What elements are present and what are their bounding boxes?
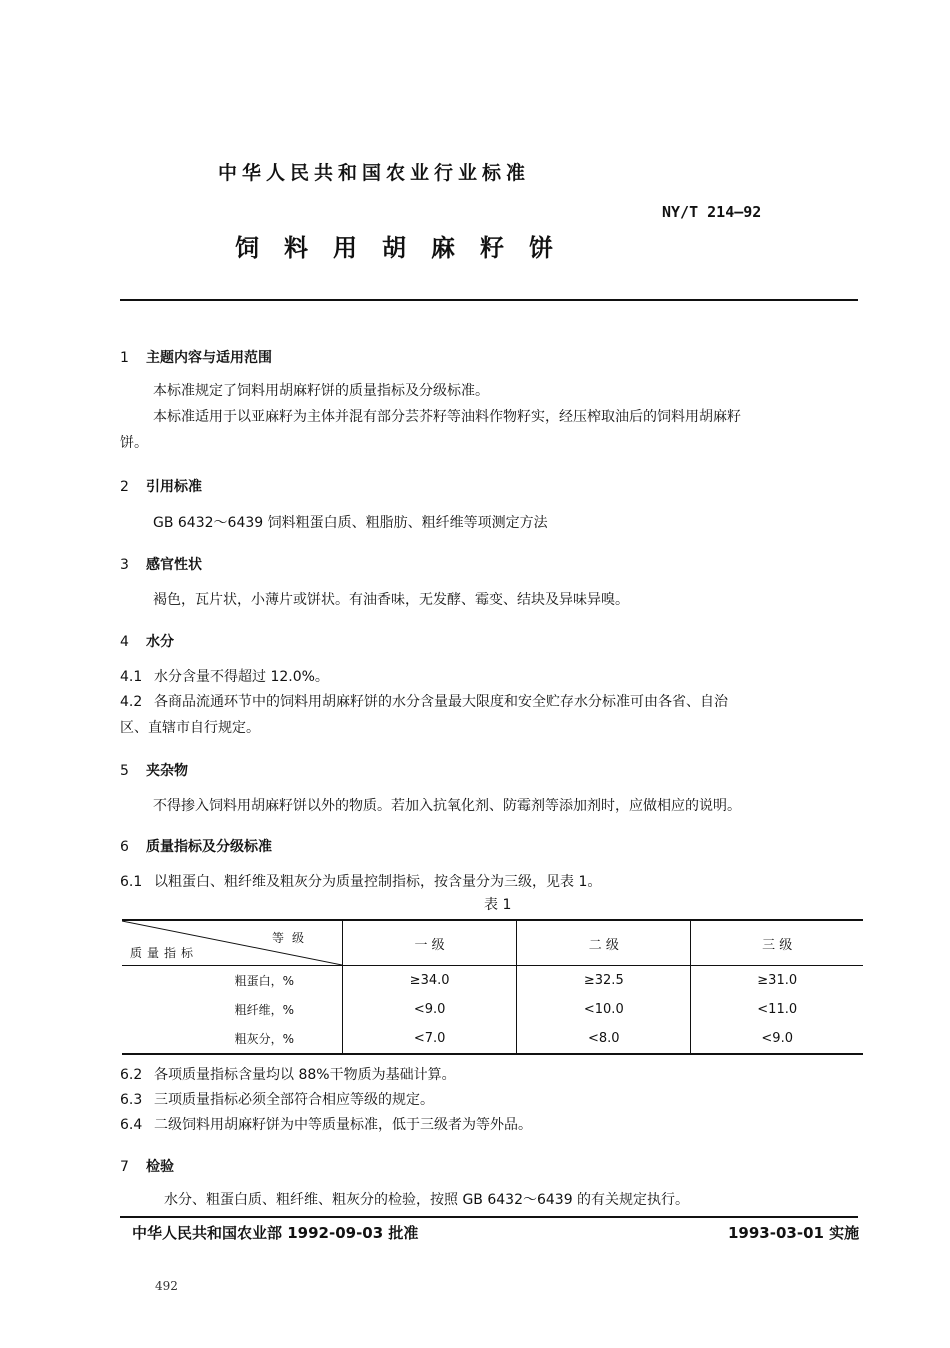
section-heading-1: 1 主题内容与适用范围: [120, 350, 272, 366]
clause-4-2: 4.2 各商品流通环节中的饲料用胡麻籽饼的水分含量最大限度和安全贮存水分标准可由各省、自治: [120, 694, 728, 710]
clause-4-2-continued: 区、直辖市自行规定。: [120, 720, 260, 736]
table-cell: ≥34.0: [343, 966, 517, 996]
table-row: [122, 966, 863, 996]
section-heading-5: 5 夹杂物: [120, 763, 188, 779]
table-cell: <9.0: [343, 995, 517, 1024]
clause-6-3: 6.3 三项质量指标必须全部符合相应等级的规定。: [120, 1092, 434, 1108]
clause-4-1: 4.1 水分含量不得超过 12.0%。: [120, 669, 329, 685]
section-3-paragraph: 褐色，瓦片状，小薄片或饼状。有油香味，无发酵、霉变、结块及异味异嗅。: [153, 592, 629, 608]
clause-6-2: 6.2 各项质量指标含量均以 88%干物质为基础计算。: [120, 1067, 456, 1083]
section-1-paragraph: 本标准规定了饲料用胡麻籽饼的质量指标及分级标准。: [153, 383, 489, 399]
table-cell: <8.0: [517, 1024, 691, 1054]
table-row: [122, 1024, 863, 1054]
table-cell: <11.0: [691, 995, 863, 1024]
document-title: 饲料用胡麻籽饼: [235, 234, 578, 262]
approval-date: 中华人民共和国农业部 1992-09-03 批准: [132, 1224, 419, 1242]
corner-label-indicator: 质量指标: [130, 946, 199, 960]
standard-title: 中华人民共和国农业行业标准: [218, 162, 531, 184]
section-7-paragraph: 水分、粗蛋白质、粗纤维、粗灰分的检验，按照 GB 6432～6439 的有关规定执行。: [164, 1192, 690, 1208]
page-number: 492: [155, 1279, 178, 1293]
table-row: [122, 995, 863, 1024]
section-1-paragraph: 本标准适用于以亚麻籽为主体并混有部分芸芥籽等油料作物籽实，经压榨取油后的饲料用胡麻籽: [153, 409, 741, 425]
table-cell: <7.0: [343, 1024, 517, 1054]
section-1-paragraph: 饼。: [120, 435, 148, 451]
section-heading-4: 4 水分: [120, 634, 174, 650]
table-cell: ≥32.5: [517, 966, 691, 996]
table-cell: ≥31.0: [691, 966, 863, 996]
section-heading-6: 6 质量指标及分级标准: [120, 839, 272, 855]
corner-label-grade: 等级: [271, 931, 312, 945]
section-2-paragraph: GB 6432～6439 饲料粗蛋白质、粗脂肪、粗纤维等项测定方法: [153, 515, 548, 531]
table-cell: <10.0: [517, 995, 691, 1024]
clause-6-4: 6.4 二级饲料用胡麻籽饼为中等质量标准，低于三级者为等外品。: [120, 1117, 532, 1133]
column-header-grade-1: 一 级: [343, 920, 517, 966]
table-header-row: [122, 920, 863, 966]
row-label: 粗灰分，%: [234, 1032, 294, 1046]
row-label: 粗纤维，%: [234, 1003, 294, 1017]
footer-divider: [120, 1216, 858, 1218]
table-cell: <9.0: [691, 1024, 863, 1054]
column-header-grade-3: 三 级: [691, 920, 863, 966]
section-heading-7: 7 检验: [120, 1159, 174, 1175]
row-label: 粗蛋白，%: [234, 974, 294, 988]
header-divider: [120, 299, 858, 301]
table-corner-cell: [122, 920, 343, 966]
table-caption: 表 1: [484, 897, 512, 913]
effective-date: 1993-03-01 实施: [728, 1224, 860, 1242]
quality-grade-table: [122, 919, 863, 1055]
section-heading-3: 3 感官性状: [120, 557, 202, 573]
standard-code: NY/T 214—92: [662, 203, 762, 221]
column-header-grade-2: 二 级: [517, 920, 691, 966]
section-5-paragraph: 不得掺入饲料用胡麻籽饼以外的物质。若加入抗氧化剂、防霉剂等添加剂时，应做相应的说明。: [153, 798, 741, 814]
clause-6-1: 6.1 以粗蛋白、粗纤维及粗灰分为质量控制指标，按含量分为三级，见表 1。: [120, 874, 602, 890]
section-heading-2: 2 引用标准: [120, 479, 202, 495]
